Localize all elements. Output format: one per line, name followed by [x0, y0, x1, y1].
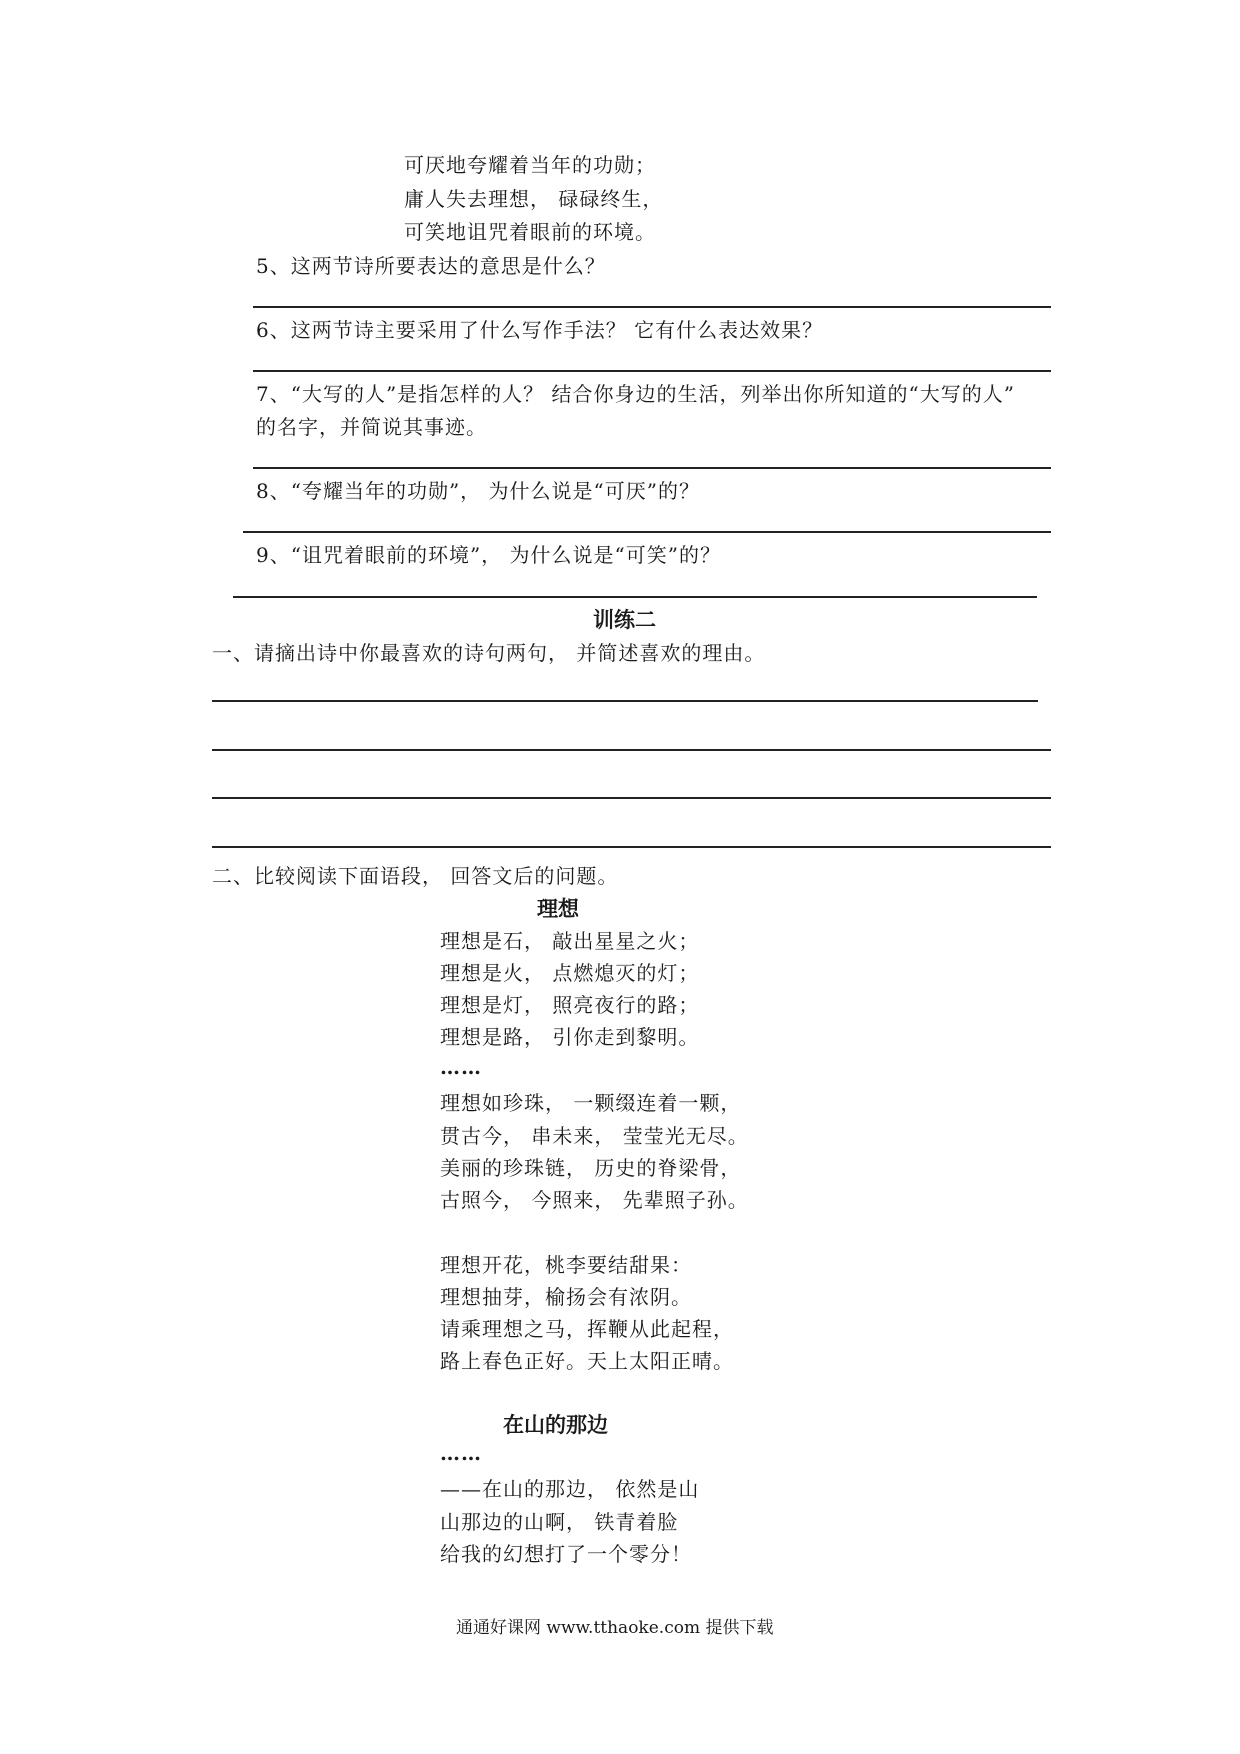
- poem-line: 美丽的珍珠链， 历史的脊梁骨，: [440, 1156, 742, 1180]
- poem-title: 理想: [537, 896, 579, 921]
- answer-line[interactable]: [212, 749, 1051, 751]
- question-7: 7、“大写的人”是指怎样的人？ 结合你身边的生活，列举出你所知道的“大写的人”: [256, 382, 1015, 406]
- poem-line: 路上春色正好。天上太阳正晴。: [440, 1349, 734, 1373]
- poem-line: 理想如珍珠， 一颗缀连着一颗，: [440, 1091, 742, 1115]
- answer-line[interactable]: [253, 306, 1051, 308]
- poem-line: 给我的幻想打了一个零分！: [440, 1542, 692, 1566]
- section-two-question-2: 二、比较阅读下面语段， 回答文后的问题。: [212, 864, 619, 888]
- poem-line: 理想是路， 引你走到黎明。: [440, 1025, 700, 1049]
- answer-line[interactable]: [243, 531, 1051, 533]
- answer-line[interactable]: [253, 370, 1051, 372]
- question-7-continued: 的名字，并简说其事迹。: [256, 415, 487, 439]
- poem-line: 贯古今， 串未来， 莹莹光无尽。: [440, 1124, 749, 1148]
- answer-line[interactable]: [212, 846, 1051, 848]
- question-5: 5、这两节诗所要表达的意思是什么？: [256, 254, 606, 278]
- poem-line: 可厌地夸耀着当年的功勋；: [404, 153, 656, 177]
- poem-line: 庸人失去理想， 碌碌终生，: [404, 187, 664, 211]
- poem-line: 请乘理想之马，挥鞭从此起程，: [440, 1317, 734, 1341]
- poem-ellipsis: ……: [440, 1441, 482, 1465]
- answer-line[interactable]: [212, 797, 1051, 799]
- poem-line: 可笑地诅咒着眼前的环境。: [404, 220, 656, 244]
- poem-line: 古照今， 今照来， 先辈照子孙。: [440, 1188, 749, 1212]
- answer-line[interactable]: [212, 700, 1038, 702]
- section-two-question-1: 一、请摘出诗中你最喜欢的诗句两句， 并简述喜欢的理由。: [212, 641, 766, 665]
- poem-line: 理想是灯， 照亮夜行的路；: [440, 993, 700, 1017]
- footer-text: 通通好课网 www.tthaoke.com 提供下载: [456, 1618, 774, 1638]
- poem-line: 理想抽芽，榆扬会有浓阴。: [440, 1285, 692, 1309]
- poem-ellipsis: ……: [440, 1055, 482, 1079]
- poem-line: 理想是石， 敲出星星之火；: [440, 929, 700, 953]
- question-6: 6、这两节诗主要采用了什么写作手法？ 它有什么表达效果？: [256, 318, 824, 342]
- section-heading: 训练二: [593, 607, 656, 632]
- poem-line: 理想是火， 点燃熄灭的灯；: [440, 961, 700, 985]
- poem-title: 在山的那边: [503, 1412, 608, 1437]
- answer-line[interactable]: [253, 467, 1051, 469]
- poem-line: ——在山的那边， 依然是山: [440, 1477, 700, 1501]
- answer-line[interactable]: [233, 596, 1037, 598]
- question-9: 9、“诅咒着眼前的环境”， 为什么说是“可笑”的？: [256, 543, 721, 567]
- poem-line: 山那边的山啊， 铁青着脸: [440, 1510, 679, 1534]
- poem-line: 理想开花，桃李要结甜果：: [440, 1253, 692, 1277]
- question-8: 8、“夸耀当年的功勋”， 为什么说是“可厌”的？: [256, 479, 700, 503]
